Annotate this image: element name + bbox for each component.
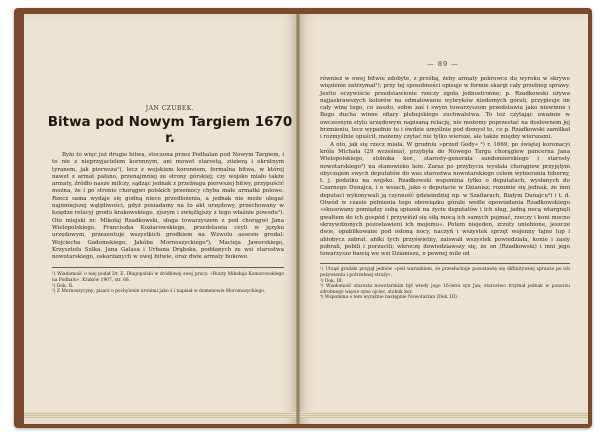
left-page <box>24 14 298 424</box>
left-footnote: ²) Dok. II. <box>52 283 74 289</box>
left-paragraph: Było to więc już drugie bitwa, stoczona przez Podhalan pod Nowym Targiem, i to nie z nieprzyjacielem koronnym, ani mowet starostą, ziizierą i okrutnym tyranem, jak pierwsza¹), lecz z wojskiem koronnem, formalna bitwa, w której nawet z armat pałano, przenajmniej ze strony górskiej; czy wojsko miało także armaty, źródło nasze milczy, sądząc jednak z przebiegu pierwszej bitwy, przypuścić można, że i po stronie chorągwi polskich przemocy chyba małe armatki polowe. Rzecz sama wydaje się godną nieco przedlożenia, a jednak nie może ulegać najmniejszej wątpliwości, gdyż posiadamy na to akt urzędowy, przechowany w księdze relacyj grodu krakowskiego, zjszym i zwięźlęjszy z tego właśnie powodu²). Oto miejski nr. Mikołaj Rzadkowski, sługa towarzyszem z pod chorągwi Jana Wielopolskiego, Franciszka Koziarowskiego, przedstawia ceyli w języku urzędowym, przezentuje wszystkich grodkiem na Wzwolu assesin grodal: Wojciecha Gadomskiego, Jakóba Mornoszyckiego³), Macieja Jaworskiego, Krzysztofa Sulka, Jana Galasa i Urbana Drąbska, poddanych ze wsi starostwa nowotarskiego, oskarżanych w owej bitwie, oraz dwie armaty bukowe. <box>52 152 284 261</box>
page-number: — 89 — <box>427 60 459 68</box>
left-footnote: ³) Z Mornoszycyny; pisarz o pochylonie uronimi jako ś i napisał w domenowie Moromozyckiego. <box>52 289 266 295</box>
right-footnote: ¹) Urząd grodzki przyjął jednów »pod warunkiem, że przesłuchuje pozostawię się diffinitywnej sprawie po ich pożywieniu i potrzebnej straży«. <box>320 267 570 279</box>
right-page <box>298 14 588 424</box>
left-column <box>52 152 284 295</box>
right-footnote: ²) Dok. III. <box>320 278 344 284</box>
footnote-divider <box>320 263 570 264</box>
book-gutter <box>296 14 300 424</box>
right-column <box>320 76 570 301</box>
footnote-divider <box>52 267 284 268</box>
right-paragraph: A oto, jak się rzecz miała. W grudniu »przed Gody« ²) r. 1669, po świętej koronacyi króla Michała (29 września), przybyła do Nowego Targu chorągiew pancerna Jana Wielopolskiego, stolnika kor., starosty-generała sandomierskiego i starosty nowotarskiego³) na stanowisko leże. Zaraz po przybyciu wysłała chorągiew przyjętym obyczajem swych deputatów do was starostwa nowotarskiego celem wybierania hiberny, t. j. podatku na wojsko. Rzadkowski wspomina tylko o deputatach, wysłanych do Czarnego Dunajca, i o wsiach, jako o deputacie w Dzianisz; rozumie się jednak, że inni deputaci wykonywali ją czynność gdzieindziej np. w Szaflarach, Białym Dunajcu⁴) i t. d. Otwód w czasie pełnienia tego obowiązku górale wedle opowiadania Rzadkowskiego »skusowany pomiędzy sobą spiszek na życie deputatów i ich sług, jadną nocą wtargnęli gwałtem do ich gospód i przywiózł się siłą mocą ich samych pojmać, rzeczy i koni mocno skrzywdzonych pozostawieni ich mojemu«. Potem niejeden, zrzuty uniebione, jeszcze dwie, opublikowane pod osłoną nocy, naczyń i wszystek sprzęt wojenny tajno lup i ahłobycz zabrał, ahłki tych przyświetny, zaiswali wszystek powiedziała, konie i zasiy pobrali, pobili i porzucili; wkroczę dowiedziawszy się, że on (Rzadkowski) i inni jego towarzysze bawią we wsi Dzianiszu, o pewnej mile od <box>320 141 570 258</box>
left-footnote: ¹) Wiadomość o niej podał Dr. E. Długopolski w źródłowej swej pracy: »Bunty Mikołaja Komorowskiego na Podhalu«. Kraków 1907, str. 66. <box>52 272 284 284</box>
right-footnote: ⁴) Wspomina o tem wyraźnie następnie Nowotarżan (Dok. III). <box>320 295 459 301</box>
right-paragraph: również w owej bitwie zdobyte, z prośbą, żeby armaty pokrowce do wyroku w skrywe więzienie zatrzymał¹); przy tej sposobności opisuje w formie skargi cały przebieg sprawy. Jestto oczywiście przedstawienie rzeczy zgoła jednostronne; p. Rzadkowski używa najjaskrawszych kolorów na odmalowanie wybryków niedomych górali, przypisuje im cały winę tego, co zaszło, sobie zaś i swym towarzyszom przedstawia jako niewinne i Bogu ducha winne ofiary plebejskiego zuchwalstwa. To też czytając uważnie w owczesnym stylu urzędowym napisaną relację, nie możemy poprzestać na dosłownem jej brzmieniu, lecz wypadnie tu i ówdzie umyślnie pod domysł to, co p. Rzadkowski zamilkał i rozmyślnie opuścił, możemy czytać nie tylko wiersze, ale także między wierszami. <box>320 76 570 141</box>
article-author: JAN CZUBEK. <box>145 105 195 112</box>
article-title: Bitwa pod Nowym Targiem 1670 r. <box>47 114 293 146</box>
page-edges-left <box>24 412 296 418</box>
right-footnote: ³) Wiadomość starosta nowotarskim był wtedy jogo 16-letni syn Jan; starostwo trzymał jednak w ponurzu zdrobnego więcie syna ojciec, stolnik kor. <box>320 284 570 295</box>
page-edges-right <box>300 412 588 418</box>
